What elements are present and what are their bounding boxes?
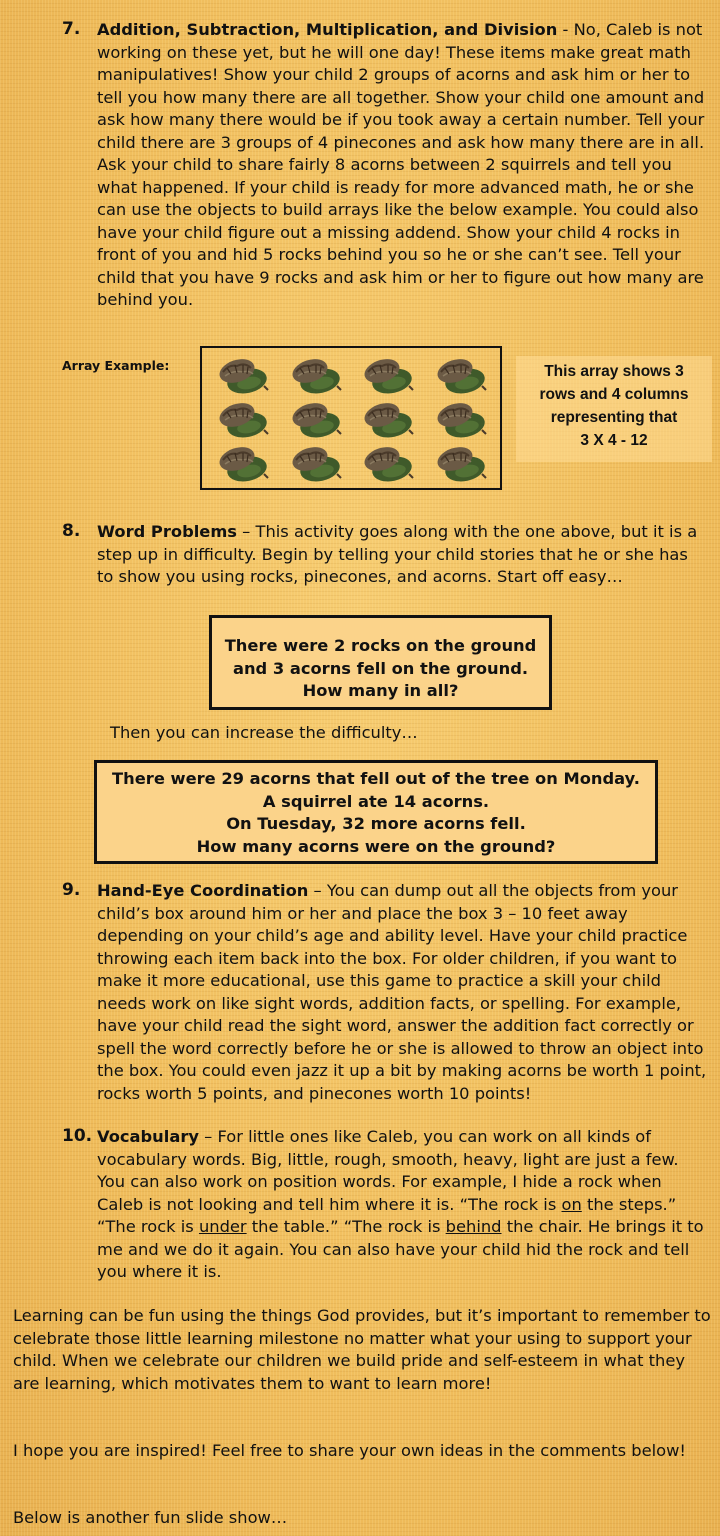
item-number-10: 10.	[62, 1126, 93, 1146]
array-note-line: rows and 4 columns	[539, 386, 689, 403]
array-note-line: representing that	[550, 409, 678, 426]
word-problem-line: On Tuesday, 32 more acorns fell.	[226, 814, 526, 833]
item-8-text	[97, 521, 709, 589]
acorn-icon	[217, 444, 271, 484]
item-10-text	[97, 1126, 709, 1284]
word-problem-line: A squirrel ate 14 acorns.	[262, 791, 490, 811]
item-9-title: Hand-Eye Coordination	[97, 881, 309, 900]
item-8-title: Word Problems	[97, 522, 237, 541]
item-10-body-c: the table.” “The rock is	[246, 1217, 446, 1236]
array-example-label: Array Example:	[62, 358, 170, 373]
item-number-8: 8.	[62, 521, 81, 541]
then-increase-text: Then you can increase the difficulty…	[110, 723, 418, 742]
item-10-body-d: the chair. He brings it to me and we do it again. You can also have your child hid the rock and tell you where it is.	[97, 1217, 704, 1281]
acorn-icon	[362, 444, 416, 484]
acorn-icon	[290, 444, 344, 484]
acorn-icon	[290, 400, 344, 440]
item-7-text	[97, 19, 709, 312]
item-7-body: No, Caleb is not working on these yet, but he will one day! These items make great math manipulatives! Show your child 2 groups of acorns and ask him or her to tell you how many there are all together. Show your child one amount and ask how many there would be if you took away a certain number. Tell your child there are 3 groups of 4 pinecones and ask how many there are in all. Ask your child to share fairly 8 acorns between 2 squirrels and tell you what happened. If your child is ready for more advanced math, he or she can use the objects to build arrays like the below example. You could also have your child figure out a missing addend. Show your child 4 rocks in front of you and hid 5 rocks behind you so he or she can’t see. Tell your child that you have 9 rocks and ask him or her to figure out how many are behind you.	[97, 20, 705, 309]
item-number-7: 7.	[62, 19, 81, 39]
underlined-word-on: on	[561, 1194, 582, 1214]
acorn-array-image	[200, 346, 502, 490]
acorn-icon	[435, 400, 489, 440]
hope-paragraph: I hope you are inspired! Feel free to share your own ideas in the comments below!	[13, 1441, 686, 1460]
item-8-body: This activity goes along with the one above, but it is a step up in difficulty. Begin by telling your child stories that he or she has to show you using rocks, pinecones, and acorns. Start off easy…	[97, 522, 698, 586]
item-9-body: You can dump out all the objects from your child’s box around him or her and place the box 3 – 10 feet away depending on your child’s age and ability level. Have your child practice throwing each item back into the box. For older children, if you want to make it more educational, use this game to practice a skill your child needs work on like sight words, addition facts, or spelling. For example, have your child read the sight word, answer the addition fact correctly or spell the word correctly before he or she is allowed to throw an object into the box. You could even jazz it up a bit by making acorns be worth 1 point, rocks worth 5 points, and pinecones worth 10 points!	[97, 881, 707, 1103]
word-problem-line: How many acorns were on the ground?	[196, 836, 556, 856]
word-problem-line: How many in all?	[302, 681, 459, 700]
underlined-word-behind: behind	[445, 1217, 502, 1236]
item-9-separator: –	[308, 881, 327, 900]
underlined-word-under: under	[198, 1217, 247, 1236]
word-problem-hard-box	[94, 760, 658, 864]
item-8-separator: –	[237, 522, 256, 541]
slideshow-intro: Below is another fun slide show…	[13, 1508, 288, 1527]
array-note-line: This array shows 3	[544, 363, 684, 380]
item-10-separator: –	[199, 1127, 218, 1146]
word-problem-line: and 3 acorns fell on the ground.	[232, 658, 529, 678]
acorn-icon	[435, 444, 489, 484]
acorn-grid	[208, 354, 498, 486]
acorn-icon	[290, 356, 344, 396]
acorn-icon	[435, 356, 489, 396]
word-problem-line: There were 29 acorns that fell out of the tree on Monday.	[112, 769, 640, 788]
acorn-icon	[217, 400, 271, 440]
item-10-body-b: the steps.” “The rock is	[97, 1194, 677, 1236]
item-number-9: 9.	[62, 880, 81, 900]
item-10-body-a: For little ones like Caleb, you can work on all kinds of vocabulary words. Big, little, rough, smooth, heavy, light are just a few. You can also work on position words. For example, I hide a rock when Caleb is not looking and tell him where it is. “The rock is	[97, 1127, 679, 1214]
word-problem-line: There were 2 rocks on the ground	[224, 636, 537, 655]
word-problem-easy-box	[209, 615, 552, 710]
array-note-line: 3 X 4 - 12	[580, 432, 648, 449]
item-10-title: Vocabulary	[97, 1127, 199, 1146]
item-9-text	[97, 880, 709, 1105]
acorn-icon	[362, 400, 416, 440]
item-7-title: Addition, Subtraction, Multiplication, and Division	[97, 20, 558, 39]
item-7-separator: -	[557, 20, 574, 39]
closing-paragraph: Learning can be fun using the things God provides, but it’s important to remember to celebrate those little learning milestone no matter what your using to support your child. When we celebrate our children we build pride and self-esteem in what they are learning, which motivates them to want to learn more!	[13, 1306, 711, 1393]
acorn-icon	[362, 356, 416, 396]
array-note	[516, 356, 712, 462]
acorn-icon	[217, 356, 271, 396]
